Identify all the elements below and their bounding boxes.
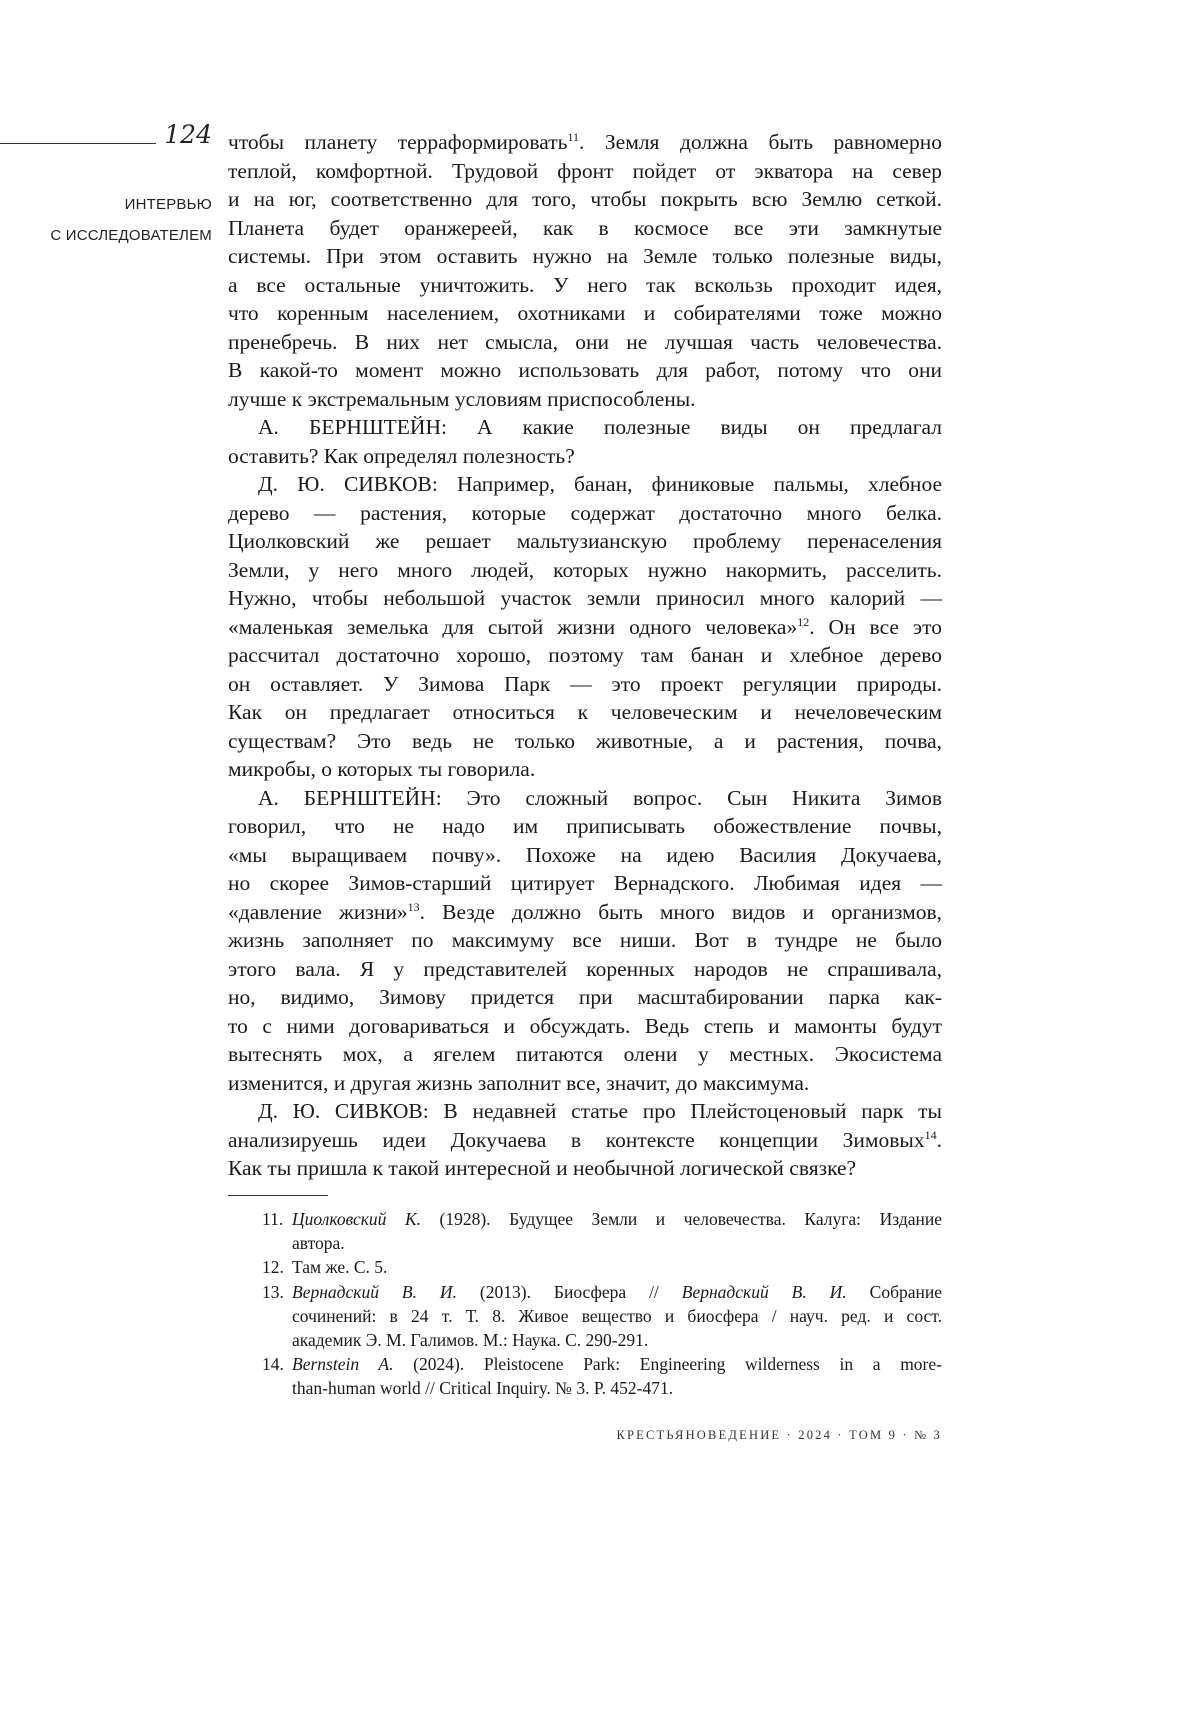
footnote-text: (2024). Pleistocene Park: Engineering wilderness in a more- <box>393 1354 942 1374</box>
text-line <box>228 499 942 528</box>
footnote-body <box>292 1280 942 1353</box>
paragraph <box>228 128 942 413</box>
text-segment: он оставляет. У Зимова Парк — это проект регуляции природы. <box>228 672 942 696</box>
text-segment: «маленькая земелька для сытой жизни одного человека» <box>228 615 797 639</box>
text-segment: дерево — растения, которые содержат достаточно много белка. <box>228 501 942 525</box>
footnote-line <box>292 1376 942 1400</box>
text-segment: «мы выращиваем почву». Похоже на идею Василия Докучаева, <box>228 843 942 867</box>
text-segment: Д. Ю. СИВКОВ: В недавней статье про Плейстоценовый парк ты <box>258 1099 942 1123</box>
text-line <box>228 556 942 585</box>
footnote-line <box>292 1280 942 1304</box>
text-segment: этого вала. Я у представителей коренных народов не спрашивала, <box>228 957 942 981</box>
text-segment: В какой-то момент можно использовать для работ, потому что они <box>228 358 942 382</box>
text-line <box>228 841 942 870</box>
text-segment: но скорее Зимов-старший цитирует Вернадского. Любимая идея — <box>228 871 942 895</box>
text-segment: существам? Это ведь не только животные, а и растения, почва, <box>228 729 942 753</box>
text-line <box>228 812 942 841</box>
footnote-number: 13. <box>262 1280 292 1353</box>
text-line <box>228 1154 942 1183</box>
text-line <box>228 128 942 157</box>
paragraph <box>228 1097 942 1183</box>
text-segment: жизнь заполняет по максимуму все ниши. Вот в тундре не было <box>228 928 942 952</box>
text-segment: и на юг, соответственно для того, чтобы покрыть всю Землю сеткой. <box>228 187 942 211</box>
footnote-ref: 11 <box>567 130 579 144</box>
page-number: 124 <box>150 120 212 149</box>
text-line <box>228 214 942 243</box>
text-line <box>228 926 942 955</box>
footnote-line <box>292 1328 942 1352</box>
text-line <box>228 584 942 613</box>
text-line <box>228 385 942 414</box>
text-line <box>228 299 942 328</box>
running-footer: КРЕСТЬЯНОВЕДЕНИЕ · 2024 · ТОМ 9 · № 3 <box>616 1428 942 1443</box>
section-label-line: С ИССЛЕДОВАТЕЛЕМ <box>0 220 212 251</box>
footnote-text: Там же. С. 5. <box>292 1257 387 1277</box>
footnote-text: академик Э. М. Галимов. М.: Наука. С. 290-291. <box>292 1330 648 1350</box>
footnote-text: Собрание <box>847 1282 942 1302</box>
footnote-line <box>292 1352 942 1376</box>
text-segment: теплой, комфортной. Трудовой фронт пойдет от экватора на север <box>228 159 942 183</box>
footnote <box>262 1255 942 1279</box>
text-segment: пренебречь. В них нет смысла, они не лучшая часть человечества. <box>228 330 942 354</box>
text-line <box>228 898 942 927</box>
text-segment: Нужно, чтобы небольшой участок земли приносил много калорий — <box>228 586 942 610</box>
text-segment: Д. Ю. СИВКОВ: Например, банан, финиковые пальмы, хлебное <box>258 472 942 496</box>
footnote-number: 11. <box>262 1207 292 1255</box>
text-segment: . <box>937 1128 942 1152</box>
footnote-author: Вернадский В. И. <box>682 1282 847 1302</box>
text-segment: говорил, что не надо им приписывать обожествление почвы, <box>228 814 942 838</box>
text-segment: А. БЕРНШТЕЙН: А какие полезные виды он предлагал <box>258 415 942 439</box>
text-line <box>228 755 942 784</box>
text-segment: Циолковский же решает мальтузианскую проблему перенаселения <box>228 529 942 553</box>
body-text <box>228 128 942 1183</box>
text-line <box>228 869 942 898</box>
footnote-text: автора. <box>292 1233 345 1253</box>
footnote-author: Bernstein A. <box>292 1354 393 1374</box>
text-segment: изменится, и другая жизнь заполнит все, значит, до максимума. <box>228 1071 809 1095</box>
text-line <box>228 1040 942 1069</box>
text-segment: Как ты пришла к такой интересной и необычной логической связке? <box>228 1156 856 1180</box>
footnote-text: (2013). Биосфера // <box>457 1282 682 1302</box>
text-line <box>228 727 942 756</box>
footnote-text: сочинений: в 24 т. Т. 8. Живое вещество и биосфера / науч. ред. и сост. <box>292 1306 942 1326</box>
text-line <box>228 356 942 385</box>
text-segment: анализируешь идеи Докучаева в контексте концепции Зимовых <box>228 1128 925 1152</box>
footnote-ref: 12 <box>797 614 809 628</box>
section-label-line: ИНТЕРВЬЮ <box>0 189 212 220</box>
text-segment: а все остальные уничтожить. У него так вскользь проходит идея, <box>228 273 942 297</box>
text-segment: но, видимо, Зимову придется при масштабировании парка как- <box>228 985 942 1009</box>
text-segment: что коренным населением, охотниками и собирателями тоже можно <box>228 301 942 325</box>
text-segment: вытеснять мох, а ягелем питаются олени у местных. Экосистема <box>228 1042 942 1066</box>
header-rule <box>0 143 156 144</box>
footnote-line <box>292 1304 942 1328</box>
footnote-ref: 14 <box>925 1127 937 1141</box>
text-segment: микробы, о которых ты говорила. <box>228 757 535 781</box>
text-line <box>228 698 942 727</box>
footnote-number: 12. <box>262 1255 292 1279</box>
footnote-text: (1928). Будущее Земли и человечества. Калуга: Издание <box>421 1209 942 1229</box>
footnote-line <box>292 1255 942 1279</box>
footnote-rule <box>228 1195 328 1196</box>
text-segment: . Земля должна быть равномерно <box>579 130 942 154</box>
text-segment: то с ними договариваться и обсуждать. Ведь степь и мамонты будут <box>228 1014 942 1038</box>
text-segment: лучше к экстремальным условиям приспособлены. <box>228 387 696 411</box>
paragraph <box>228 470 942 784</box>
footnote-body <box>292 1352 942 1400</box>
text-line <box>228 527 942 556</box>
text-line <box>228 328 942 357</box>
text-line <box>228 470 942 499</box>
text-segment: чтобы планету терраформировать <box>228 130 567 154</box>
text-segment: системы. При этом оставить нужно на Земле только полезные виды, <box>228 244 942 268</box>
text-line <box>228 185 942 214</box>
paragraph <box>228 413 942 470</box>
text-line <box>228 271 942 300</box>
text-segment: рассчитал достаточно хорошо, поэтому там банан и хлебное дерево <box>228 643 942 667</box>
text-line <box>228 242 942 271</box>
footnote <box>262 1280 942 1353</box>
footnote-line <box>292 1231 942 1255</box>
footnotes <box>262 1207 942 1401</box>
text-segment: Как он предлагает относиться к человеческим и нечеловеческим <box>228 700 942 724</box>
text-line <box>228 442 942 471</box>
text-segment: оставить? Как определял полезность? <box>228 444 575 468</box>
footnote-number: 14. <box>262 1352 292 1400</box>
text-segment: Планета будет оранжереей, как в космосе все эти замкнутые <box>228 216 942 240</box>
text-line <box>228 613 942 642</box>
text-segment: «давление жизни» <box>228 900 408 924</box>
text-line <box>228 670 942 699</box>
footnote-author: Циолковский К. <box>292 1209 421 1229</box>
footnote-body <box>292 1207 942 1255</box>
text-segment: Земли, у него много людей, которых нужно накормить, расселить. <box>228 558 942 582</box>
text-line <box>228 1097 942 1126</box>
text-line <box>228 784 942 813</box>
text-line <box>228 1012 942 1041</box>
footnote-line <box>292 1207 942 1231</box>
paragraph <box>228 784 942 1098</box>
footnote-author: Вернадский В. И. <box>292 1282 457 1302</box>
text-line <box>228 641 942 670</box>
text-line <box>228 955 942 984</box>
footnote <box>262 1207 942 1255</box>
text-line <box>228 1069 942 1098</box>
text-segment: А. БЕРНШТЕЙН: Это сложный вопрос. Сын Никита Зимов <box>258 786 942 810</box>
footnote-body <box>292 1255 942 1279</box>
text-line <box>228 1126 942 1155</box>
footnote <box>262 1352 942 1400</box>
text-segment: . Везде должно быть много видов и организмов, <box>420 900 942 924</box>
text-line <box>228 983 942 1012</box>
text-segment: . Он все это <box>809 615 942 639</box>
footnote-text: than-human world // Critical Inquiry. № 3. P. 452-471. <box>292 1378 673 1398</box>
text-line <box>228 413 942 442</box>
text-line <box>228 157 942 186</box>
footnote-ref: 13 <box>408 899 420 913</box>
section-label <box>0 189 212 251</box>
